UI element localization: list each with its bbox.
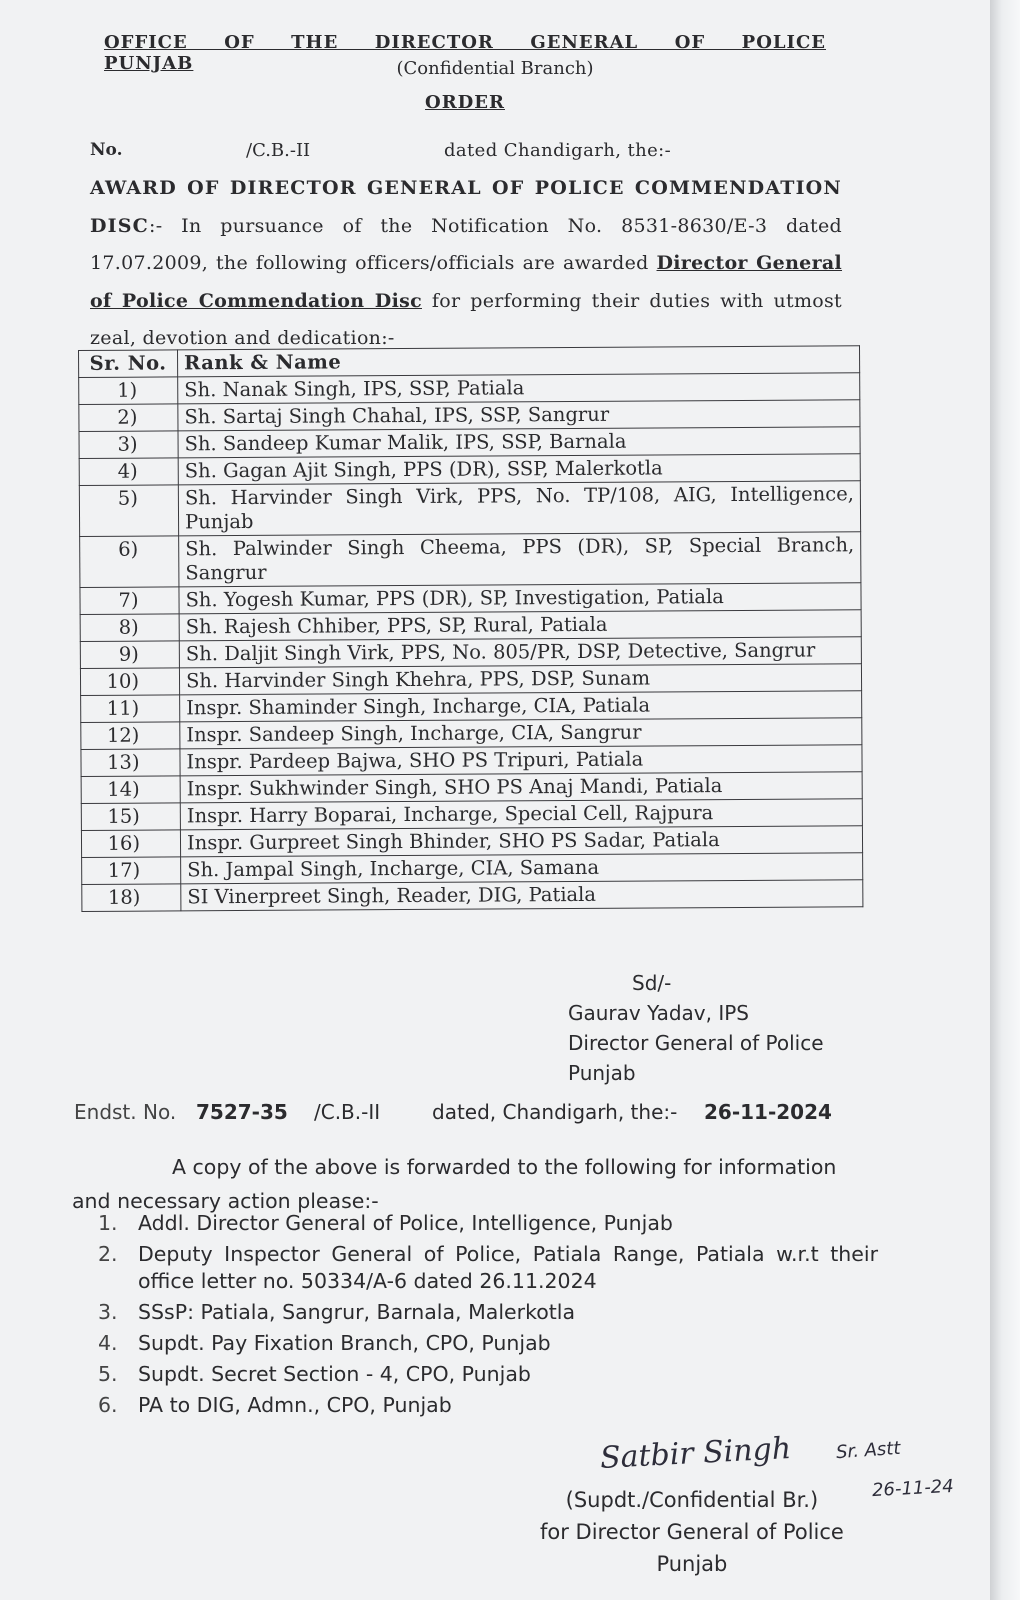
sr-no-cell: 6) — [80, 536, 179, 588]
list-item-text: Supdt. Secret Section - 4, CPO, Punjab — [138, 1362, 531, 1386]
sr-no-cell: 4) — [79, 458, 178, 486]
sr-no-cell: 15) — [81, 803, 180, 831]
sr-no-cell: 12) — [81, 722, 180, 750]
order-title: ORDER — [425, 92, 505, 113]
sr-no-cell: 14) — [81, 776, 180, 804]
handwritten-date: 26-11-24 — [871, 1475, 955, 1502]
sr-no-cell: 9) — [80, 641, 179, 669]
list-item-number: 3. — [98, 1300, 118, 1324]
rank-name-cell: Inspr. Sukhwinder Singh, SHO PS Anaj Mandi, Patiala — [180, 772, 862, 803]
sr-no-cell: 10) — [80, 668, 179, 696]
handwritten-signature: Satbir Singh — [599, 1431, 792, 1476]
table-row — [79, 481, 860, 537]
table-row — [80, 532, 861, 588]
table-row — [82, 880, 863, 912]
order-number-label: No. — [90, 140, 123, 160]
page-edge — [990, 0, 1020, 1600]
intro-closing: for performing their duties with utmost zeal, devotion and dedication:- — [90, 289, 842, 349]
award-title: AWARD OF DIRECTOR GENERAL OF POLICE COMMENDATION DISC — [90, 177, 842, 237]
list-item-text: SSsP: Patiala, Sangrur, Barnala, Malerkotla — [138, 1300, 576, 1324]
rank-name-cell: Sh. Palwinder Singh Cheema, PPS (DR), SP, Special Branch, Sangrur — [179, 532, 861, 587]
rank-name-cell: Sh. Harvinder Singh Khehra, PPS, DSP, Sunam — [179, 664, 861, 695]
copy-forward-text: A copy of the above is forwarded to the following for information and necessary action please:- — [72, 1155, 837, 1213]
notification-text: :- In pursuance of the Notification No. 8531-8630/E-3 dated 17.07.2009, the following officers/officials are awarded — [90, 214, 842, 274]
signatory-place: Punjab — [568, 1061, 636, 1085]
sr-no-cell: 5) — [79, 485, 178, 537]
sr-no-cell: 18) — [82, 884, 181, 912]
list-item — [98, 1330, 878, 1357]
intro-paragraph — [90, 170, 842, 358]
signatory-name: Gaurav Yadav, IPS — [568, 1001, 749, 1025]
rank-name-cell: Sh. Rajesh Chhiber, PPS, SP, Rural, Patiala — [179, 610, 861, 641]
endorsement-label: Endst. No. — [74, 1100, 177, 1124]
rank-name-cell: Inspr. Shaminder Singh, Incharge, CIA, Patiala — [180, 691, 862, 722]
rank-name-cell: Sh. Sartaj Singh Chahal, IPS, SSP, Sangrur — [178, 400, 860, 431]
column-header-rank-name: Rank & Name — [178, 346, 860, 377]
rank-name-cell: Sh. Daljit Singh Virk, PPS, No. 805/PR, DSP, Detective, Sangrur — [179, 637, 861, 668]
awardees-table-body — [79, 373, 863, 912]
list-item-text: Deputy Inspector General of Police, Patiala Range, Patiala w.r.t their office letter no. 50334/A-6 dated 26.11.2024 — [138, 1242, 878, 1293]
sr-no-cell: 7) — [80, 587, 179, 615]
rank-name-cell: Inspr. Sandeep Singh, Incharge, CIA, Sangrur — [180, 718, 862, 749]
endorsement-dated-label: dated, Chandigarh, the:- — [432, 1100, 678, 1124]
rank-name-cell: Inspr. Pardeep Bajwa, SHO PS Tripuri, Patiala — [180, 745, 862, 776]
list-item-text: Addl. Director General of Police, Intelligence, Punjab — [138, 1211, 673, 1235]
sr-no-cell: 8) — [80, 614, 179, 642]
footer-for-dgp: for Director General of Police — [540, 1520, 844, 1544]
list-item-number: 1. — [98, 1211, 118, 1235]
column-header-sr: Sr. No. — [79, 350, 178, 378]
rank-name-cell: SI Vinerpreet Singh, Reader, DIG, Patiala — [181, 880, 863, 911]
award-name: Director General of Police Commendation Disc — [90, 252, 843, 312]
list-item — [98, 1361, 878, 1388]
rank-name-cell: Sh. Nanak Singh, IPS, SSP, Patiala — [178, 373, 860, 404]
rank-name-cell: Sh. Harvinder Singh Virk, PPS, No. TP/108, AIG, Intelligence, Punjab — [178, 481, 860, 536]
order-dated-label: dated Chandigarh, the:- — [444, 140, 672, 161]
list-item-number: 2. — [98, 1242, 118, 1266]
endorsement-cb-code: /C.B.-II — [314, 1100, 381, 1124]
handwritten-designation: Sr. Astt — [835, 1437, 902, 1464]
endorsement-date: 26-11-2024 — [704, 1100, 832, 1124]
forward-list — [98, 1210, 878, 1423]
rank-name-cell: Sh. Jampal Singh, Incharge, CIA, Samana — [181, 853, 863, 884]
rank-name-cell: Sh. Gagan Ajit Singh, PPS (DR), SSP, Malerkotla — [178, 454, 860, 485]
awardees-table — [78, 345, 863, 912]
signature-block — [568, 968, 824, 1088]
rank-name-cell: Inspr. Gurpreet Singh Bhinder, SHO PS Sadar, Patiala — [180, 826, 862, 857]
sr-no-cell: 13) — [81, 749, 180, 777]
list-item — [98, 1392, 878, 1419]
sr-no-cell: 11) — [81, 695, 180, 723]
footer-signature-block — [540, 1484, 844, 1580]
endorsement-number: 7527-35 — [196, 1100, 288, 1124]
sr-no-cell: 2) — [79, 404, 178, 432]
list-item — [98, 1241, 878, 1295]
list-item — [98, 1299, 878, 1326]
office-heading: OFFICE OF THE DIRECTOR GENERAL OF POLICE PUNJAB — [104, 32, 826, 74]
footer-supdt: (Supdt./Confidential Br.) — [565, 1488, 819, 1512]
sr-no-cell: 3) — [79, 431, 178, 459]
list-item-number: 6. — [98, 1393, 118, 1417]
list-item-text: Supdt. Pay Fixation Branch, CPO, Punjab — [138, 1331, 551, 1355]
order-cb-code: /C.B.-II — [246, 140, 311, 161]
list-item-text: PA to DIG, Admn., CPO, Punjab — [138, 1393, 452, 1417]
footer-place: Punjab — [656, 1552, 728, 1576]
rank-name-cell: Sh. Yogesh Kumar, PPS (DR), SP, Investigation, Patiala — [179, 583, 861, 614]
sd-mark: Sd/- — [632, 971, 672, 995]
rank-name-cell: Sh. Sandeep Kumar Malik, IPS, SSP, Barnala — [178, 427, 860, 458]
rank-name-cell: Inspr. Harry Boparai, Incharge, Special Cell, Rajpura — [180, 799, 862, 830]
sr-no-cell: 17) — [82, 857, 181, 885]
sr-no-cell: 16) — [81, 830, 180, 858]
list-item-number: 4. — [98, 1331, 118, 1355]
list-item-number: 5. — [98, 1362, 118, 1386]
sr-no-cell: 1) — [79, 377, 178, 405]
signatory-title: Director General of Police — [568, 1031, 824, 1055]
list-item — [98, 1210, 878, 1237]
branch-subheading: (Confidential Branch) — [396, 58, 594, 79]
